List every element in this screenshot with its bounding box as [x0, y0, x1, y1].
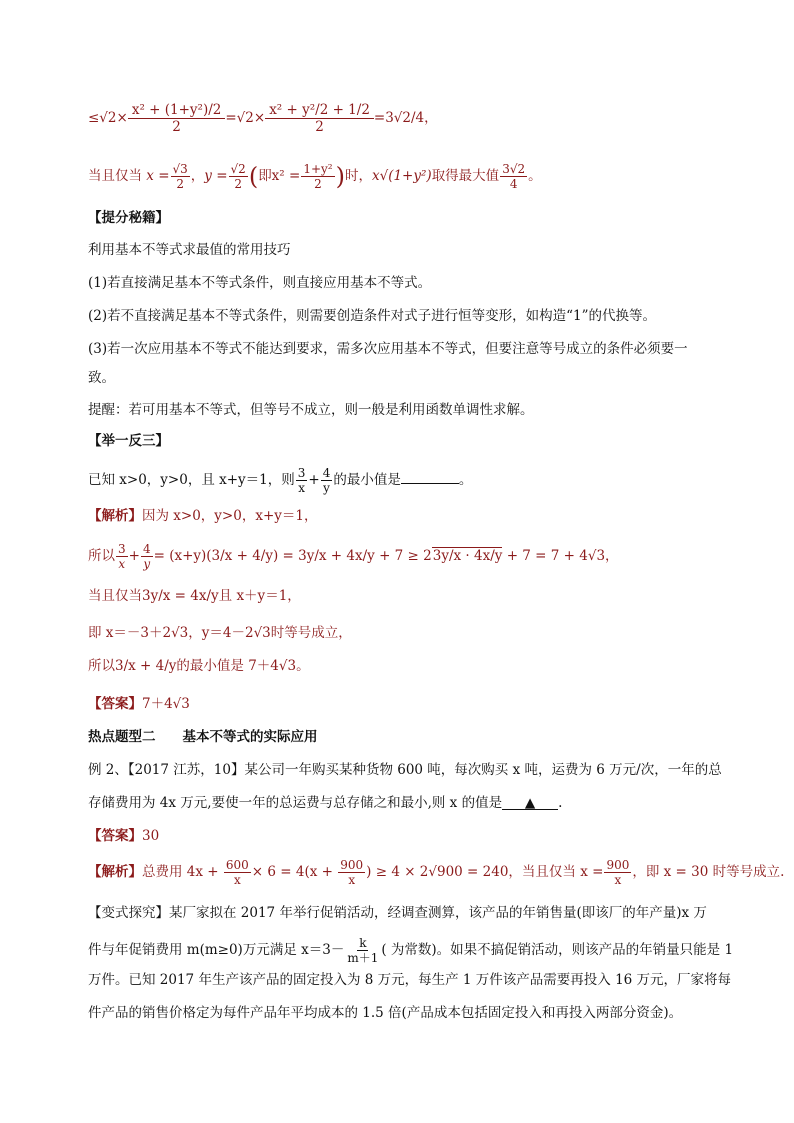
y-eq: y =: [204, 168, 228, 184]
max-text: 取得最大值: [431, 168, 500, 184]
section-title-tips: 【提分秘籍】: [88, 210, 169, 226]
tips-intro: 利用基本不等式求最值的常用技巧: [88, 242, 291, 258]
so-text: 所以: [88, 548, 115, 564]
question-1-post: 的最小值是: [333, 472, 401, 488]
variant-line-4: 件产品的销售价格定为每件产品年平均成本的 1.5 倍(产品成本包括固定投入和再投入两部分资金)。: [88, 1005, 683, 1021]
when-prefix: 当且仅当: [88, 168, 142, 184]
max-value-num: 3√2: [502, 162, 526, 176]
x-eq: x =: [146, 168, 170, 184]
eq-text: =√2×: [225, 110, 266, 126]
section-title-practice: 【举一反三】: [88, 433, 169, 449]
example-2-text: 存储费用为 4x 万元,要使一年的总运费与总存储之和最小,则 x 的值是: [88, 795, 503, 811]
q1-frac-1: [296, 466, 308, 495]
fraction-2: [265, 102, 374, 135]
question-1: [88, 466, 472, 495]
when-text: 时，: [344, 168, 372, 184]
variant-line-1: 【变式探究】某厂家拟在 2017 年举行促销活动，经调查测算，该产品的年销售量(即该厂的年产量)x 万: [88, 905, 707, 921]
variant-text-pre: 件与年促销费用 m(m≥0)万元满足 x＝3－: [88, 942, 345, 958]
tip-3b: 致。: [88, 370, 115, 386]
analysis-1-text-1: 因为 x>0，y>0，x+y＝1，: [142, 508, 318, 524]
analysis-label: 【解析】: [88, 508, 142, 524]
variant-frac-num: k: [359, 936, 367, 950]
frac-900x-den: x: [348, 873, 356, 887]
q1-frac-2-num: 4: [322, 466, 331, 480]
frac-900x: [338, 858, 365, 887]
analysis-2-text-b: × 6 = 4(x +: [251, 864, 338, 880]
analysis-label: 【解析】: [88, 864, 142, 880]
fraction-1-num: x² + (1+y²)/2: [128, 102, 226, 119]
analysis-2: [88, 858, 784, 887]
comma: ，: [190, 168, 205, 184]
and-condition: 且 x＋y＝1，: [218, 588, 301, 604]
question-1-pre: 已知 x>0，y>0，且 x+y＝1，则: [88, 472, 295, 488]
am-gm-expression: 3y/x + 4x/y + 7 ≥ 2: [298, 548, 432, 564]
analysis-1-line-5: [88, 656, 310, 676]
frac-4y: $\frac{4}{y}$: [142, 542, 151, 571]
frac-600x-den: x: [233, 873, 241, 887]
analysis-1-line-1: [88, 506, 317, 526]
q1-frac-2-den: y: [323, 481, 330, 495]
result-value: 3√2/4: [385, 110, 425, 126]
tip-3a: (3)若一次应用基本不等式不能达到要求，需多次应用基本不等式，但要注意等号成立的条件必须要一: [88, 341, 688, 357]
fraction-2-den: 2: [315, 119, 324, 135]
analysis-2-text-d: ，即 x = 30 时等号成立.: [632, 864, 785, 880]
derivation-line-1: [88, 102, 438, 135]
frac-900x-num: 900: [340, 858, 364, 872]
open-paren: (: [248, 162, 259, 191]
q1-frac-2: [321, 466, 333, 495]
tail-comma: ，: [424, 110, 438, 126]
hot-topic-title: 热点题型二 基本不等式的实际应用: [88, 729, 318, 745]
period: 。: [458, 472, 473, 488]
variant-frac-den: m＋1: [347, 951, 379, 965]
frac-600x: [224, 858, 251, 887]
fraction-1: [128, 102, 226, 135]
max-value: [500, 162, 527, 191]
eq-sign: =: [373, 110, 386, 126]
analysis-1-line-3: [88, 586, 301, 606]
paren-frac: [301, 162, 334, 191]
variant-frac: [345, 936, 380, 965]
frac-900x-2-num: 900: [606, 858, 630, 872]
leq-text: ≤√2×: [88, 110, 128, 126]
x-value-den: 2: [176, 177, 184, 191]
expression: x√(1+y²): [371, 168, 432, 184]
answer-label: 【答案】: [88, 696, 142, 712]
answer-label: 【答案】: [88, 828, 142, 844]
q1-frac-1-num: 3: [297, 466, 306, 480]
answer-blank: [401, 469, 459, 484]
derivation-line-2: [88, 162, 542, 191]
x-value-num: √3: [172, 162, 188, 176]
fraction-2-num: x² + y²/2 + 1/2: [265, 102, 374, 119]
equality-condition: 3y/x = 4x/y: [142, 588, 219, 604]
analysis-2-text-a: 总费用 4x +: [142, 864, 223, 880]
variant-line-3: 万件。已知 2017 年生产该产品的固定投入为 8 万元，每生产 1 万件该产品需要再投入 16 万元，厂家将每: [88, 972, 732, 988]
x-value: [171, 162, 190, 191]
paren-frac-num: 1+y²: [303, 162, 333, 176]
answer-1: [88, 694, 190, 714]
tip-1: (1)若直接满足基本不等式条件，则直接应用基本不等式。: [88, 275, 432, 291]
y-value-den: 2: [234, 177, 242, 191]
reminder: 提醒：若可用基本不等式，但等号不成立，则一般是利用函数单调性求解。: [88, 402, 534, 418]
answer-2: [88, 826, 159, 846]
answer-blank-triangle: ▲: [502, 793, 558, 810]
y-value: [229, 162, 248, 191]
plus: +: [308, 472, 320, 488]
paren-text: 即x² =: [258, 168, 301, 184]
when-prefix-2: 当且仅当: [88, 588, 142, 604]
analysis-1-line-2: 所以 $\frac{3}{x}$ + $\frac{4}{y}$ = (x+y)(3/x + 4/y) = 3y/x + 4x/y + 7 ≥ 23y/x · 4x/y + 7 = 7 + 4√3，: [88, 542, 619, 571]
variant-text-post: ( 为常数)。如果不搞促销活动，则该产品的年销量只能是 1: [381, 942, 734, 958]
period: 。: [528, 168, 542, 184]
max-value-den: 4: [509, 177, 518, 191]
expansion: = (x+y)(3/x + 4/y) =: [153, 548, 294, 564]
sqrt-product: 3y/x · 4x/y: [432, 548, 503, 564]
q1-frac-1-den: x: [298, 481, 305, 495]
frac-900x-2: [604, 858, 631, 887]
analysis-2-text-c: ) ≥ 4 × 2√900 = 240，当且仅当 x =: [366, 864, 604, 880]
min-result: + 7 = 7 + 4√3，: [506, 548, 619, 564]
frac-3x: $\frac{3}{x}$: [118, 542, 126, 571]
frac-900x-2-den: x: [614, 873, 622, 887]
variant-line-2: [88, 936, 733, 965]
answer-value: 30: [142, 828, 160, 844]
answer-value: 7＋4√3: [142, 696, 190, 712]
min-expression: 3/x + 4/y: [115, 658, 177, 674]
fraction-1-den: 2: [172, 119, 181, 135]
so-text-2: 所以: [88, 658, 115, 674]
frac-600x-num: 600: [225, 858, 249, 872]
close-paren: ): [335, 162, 345, 191]
paren-frac-den: 2: [314, 177, 322, 191]
y-value-num: √2: [230, 162, 246, 176]
example-2-line-1: 例 2、【2017 江苏，10】某公司一年购买某种货物 600 吨，每次购买 x 吨，运费为 6 万元/次，一年的总: [88, 762, 722, 778]
min-conclusion: 的最小值是 7＋4√3。: [176, 658, 310, 674]
example-2-line-2: [88, 793, 562, 813]
analysis-1-line-4: 即 x＝－3＋2√3，y＝4－2√3时等号成立，: [88, 625, 352, 641]
period: .: [558, 795, 563, 811]
tip-2: (2)若不直接满足基本不等式条件，则需要创造条件对式子进行恒等变形，如构造“1”的代换等。: [88, 308, 657, 324]
